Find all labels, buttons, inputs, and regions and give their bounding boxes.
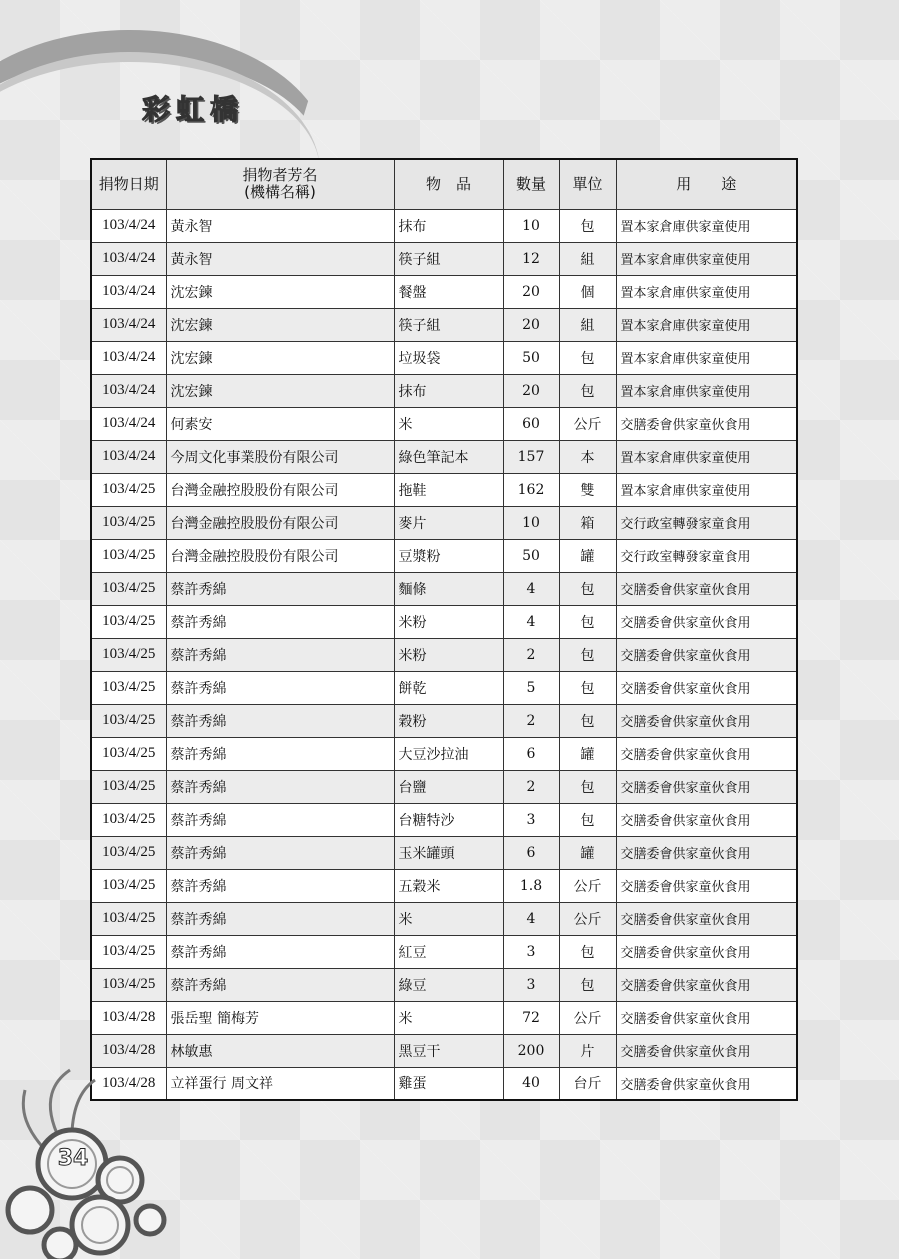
cell-use: 交膳委會供家童伙食用 [616, 605, 797, 638]
cell-item: 大豆沙拉油 [394, 737, 503, 770]
cell-date: 103/4/24 [91, 242, 166, 275]
cell-unit: 箱 [559, 506, 616, 539]
cell-donor: 台灣金融控股股份有限公司 [166, 539, 394, 572]
cell-qty: 20 [503, 275, 559, 308]
cell-date: 103/4/28 [91, 1001, 166, 1034]
cell-item: 米 [394, 902, 503, 935]
cell-donor: 蔡許秀綿 [166, 836, 394, 869]
table-row [91, 605, 797, 638]
cell-use: 置本家倉庫供家童使用 [616, 209, 797, 242]
header-donor [166, 159, 394, 209]
cell-use: 交膳委會供家童伙食用 [616, 407, 797, 440]
table-row [91, 275, 797, 308]
table-row [91, 341, 797, 374]
header-donor-line1: 捐物者芳名 [242, 166, 318, 185]
cell-qty: 10 [503, 506, 559, 539]
table-header-row [91, 159, 797, 209]
table-row [91, 1067, 797, 1100]
cell-unit: 包 [559, 638, 616, 671]
header-item: 物 品 [394, 159, 503, 209]
header-donor-line2: (機構名稱) [244, 183, 316, 202]
cell-donor: 黃永智 [166, 209, 394, 242]
cell-date: 103/4/25 [91, 704, 166, 737]
table-row [91, 968, 797, 1001]
cell-unit: 公斤 [559, 407, 616, 440]
cell-item: 麵條 [394, 572, 503, 605]
cell-item: 餅乾 [394, 671, 503, 704]
cell-date: 103/4/25 [91, 902, 166, 935]
cell-unit: 罐 [559, 737, 616, 770]
table-row [91, 935, 797, 968]
table-row [91, 638, 797, 671]
cell-use: 置本家倉庫供家童使用 [616, 374, 797, 407]
cell-date: 103/4/24 [91, 308, 166, 341]
cell-item: 雞蛋 [394, 1067, 503, 1100]
page-number: 34 [57, 1146, 89, 1171]
cell-donor: 蔡許秀綿 [166, 968, 394, 1001]
cell-donor: 蔡許秀綿 [166, 902, 394, 935]
cell-donor: 何素安 [166, 407, 394, 440]
table-row [91, 1034, 797, 1067]
cell-use: 交膳委會供家童伙食用 [616, 770, 797, 803]
cell-unit: 包 [559, 341, 616, 374]
cell-date: 103/4/25 [91, 836, 166, 869]
cell-unit: 組 [559, 242, 616, 275]
cell-use: 交膳委會供家童伙食用 [616, 902, 797, 935]
cell-donor: 張岳聖 簡梅芳 [166, 1001, 394, 1034]
cell-donor: 沈宏鍊 [166, 275, 394, 308]
cell-date: 103/4/25 [91, 506, 166, 539]
cell-qty: 4 [503, 572, 559, 605]
table-row [91, 770, 797, 803]
cell-use: 置本家倉庫供家童使用 [616, 275, 797, 308]
cell-qty: 60 [503, 407, 559, 440]
cell-qty: 2 [503, 638, 559, 671]
cell-item: 台糖特沙 [394, 803, 503, 836]
cell-date: 103/4/25 [91, 473, 166, 506]
cell-unit: 包 [559, 968, 616, 1001]
cell-use: 置本家倉庫供家童使用 [616, 341, 797, 374]
cell-use: 交膳委會供家童伙食用 [616, 1034, 797, 1067]
cell-date: 103/4/25 [91, 935, 166, 968]
table-row [91, 440, 797, 473]
table-row [91, 374, 797, 407]
cell-qty: 6 [503, 836, 559, 869]
cell-item: 抹布 [394, 209, 503, 242]
cell-item: 綠豆 [394, 968, 503, 1001]
table-row [91, 209, 797, 242]
cell-use: 交行政室轉發家童食用 [616, 506, 797, 539]
cell-item: 垃圾袋 [394, 341, 503, 374]
cell-use: 交膳委會供家童伙食用 [616, 1067, 797, 1100]
cell-qty: 50 [503, 341, 559, 374]
cell-qty: 5 [503, 671, 559, 704]
cell-qty: 3 [503, 968, 559, 1001]
cell-unit: 包 [559, 704, 616, 737]
cell-unit: 包 [559, 374, 616, 407]
cell-date: 103/4/25 [91, 671, 166, 704]
cell-date: 103/4/25 [91, 869, 166, 902]
cell-date: 103/4/24 [91, 209, 166, 242]
cell-qty: 12 [503, 242, 559, 275]
cell-item: 綠色筆記本 [394, 440, 503, 473]
table-row [91, 539, 797, 572]
cell-unit: 本 [559, 440, 616, 473]
cell-item: 筷子組 [394, 308, 503, 341]
cell-donor: 蔡許秀綿 [166, 770, 394, 803]
cell-use: 交行政室轉發家童食用 [616, 539, 797, 572]
cell-unit: 包 [559, 770, 616, 803]
cell-qty: 2 [503, 704, 559, 737]
cell-date: 103/4/25 [91, 638, 166, 671]
cell-date: 103/4/24 [91, 341, 166, 374]
table-row [91, 902, 797, 935]
donation-table [90, 158, 798, 1101]
cell-item: 麥片 [394, 506, 503, 539]
header-qty: 數量 [503, 159, 559, 209]
cell-use: 置本家倉庫供家童使用 [616, 473, 797, 506]
cell-unit: 罐 [559, 836, 616, 869]
cell-use: 交膳委會供家童伙食用 [616, 869, 797, 902]
cell-date: 103/4/25 [91, 803, 166, 836]
cell-donor: 黃永智 [166, 242, 394, 275]
cell-use: 交膳委會供家童伙食用 [616, 638, 797, 671]
cell-use: 置本家倉庫供家童使用 [616, 242, 797, 275]
cell-use: 交膳委會供家童伙食用 [616, 572, 797, 605]
cell-unit: 包 [559, 935, 616, 968]
table-row [91, 869, 797, 902]
cell-item: 台鹽 [394, 770, 503, 803]
cell-date: 103/4/25 [91, 572, 166, 605]
cell-unit: 公斤 [559, 869, 616, 902]
header-use: 用 途 [616, 159, 797, 209]
cell-date: 103/4/28 [91, 1034, 166, 1067]
cell-date: 103/4/25 [91, 770, 166, 803]
cell-date: 103/4/25 [91, 737, 166, 770]
table-row [91, 242, 797, 275]
cell-item: 拖鞋 [394, 473, 503, 506]
cell-qty: 4 [503, 902, 559, 935]
cell-donor: 蔡許秀綿 [166, 572, 394, 605]
cell-use: 置本家倉庫供家童使用 [616, 308, 797, 341]
cell-item: 筷子組 [394, 242, 503, 275]
header-date: 捐物日期 [91, 159, 166, 209]
cell-qty: 2 [503, 770, 559, 803]
cell-unit: 包 [559, 605, 616, 638]
cell-qty: 20 [503, 374, 559, 407]
cell-item: 米粉 [394, 605, 503, 638]
cell-donor: 蔡許秀綿 [166, 803, 394, 836]
table-row [91, 407, 797, 440]
cell-item: 穀粉 [394, 704, 503, 737]
cell-item: 紅豆 [394, 935, 503, 968]
cell-date: 103/4/24 [91, 374, 166, 407]
cell-unit: 個 [559, 275, 616, 308]
cell-item: 餐盤 [394, 275, 503, 308]
table-row [91, 671, 797, 704]
table-row [91, 737, 797, 770]
cell-donor: 沈宏鍊 [166, 308, 394, 341]
cell-use: 交膳委會供家童伙食用 [616, 836, 797, 869]
table-row [91, 836, 797, 869]
table-row [91, 803, 797, 836]
cell-qty: 20 [503, 308, 559, 341]
cell-item: 米粉 [394, 638, 503, 671]
cell-qty: 10 [503, 209, 559, 242]
cell-use: 交膳委會供家童伙食用 [616, 935, 797, 968]
cell-date: 103/4/24 [91, 440, 166, 473]
header-unit: 單位 [559, 159, 616, 209]
cell-unit: 包 [559, 209, 616, 242]
cell-donor: 蔡許秀綿 [166, 935, 394, 968]
cell-qty: 3 [503, 803, 559, 836]
cell-unit: 雙 [559, 473, 616, 506]
cell-donor: 蔡許秀綿 [166, 704, 394, 737]
table-row [91, 572, 797, 605]
cell-unit: 組 [559, 308, 616, 341]
cell-unit: 罐 [559, 539, 616, 572]
table-row [91, 1001, 797, 1034]
cell-donor: 今周文化事業股份有限公司 [166, 440, 394, 473]
cell-date: 103/4/25 [91, 539, 166, 572]
cell-qty: 40 [503, 1067, 559, 1100]
cell-qty: 162 [503, 473, 559, 506]
cell-date: 103/4/28 [91, 1067, 166, 1100]
cell-item: 玉米罐頭 [394, 836, 503, 869]
cell-donor: 蔡許秀綿 [166, 869, 394, 902]
cell-use: 交膳委會供家童伙食用 [616, 968, 797, 1001]
cell-item: 抹布 [394, 374, 503, 407]
cell-donor: 台灣金融控股股份有限公司 [166, 506, 394, 539]
table-row [91, 308, 797, 341]
cell-item: 豆漿粉 [394, 539, 503, 572]
cell-date: 103/4/24 [91, 275, 166, 308]
table-row [91, 704, 797, 737]
cell-use: 交膳委會供家童伙食用 [616, 737, 797, 770]
cell-unit: 包 [559, 572, 616, 605]
table-row [91, 473, 797, 506]
cell-donor: 沈宏鍊 [166, 374, 394, 407]
cell-item: 米 [394, 407, 503, 440]
cell-donor: 蔡許秀綿 [166, 671, 394, 704]
cell-unit: 公斤 [559, 902, 616, 935]
cell-use: 交膳委會供家童伙食用 [616, 803, 797, 836]
cell-qty: 200 [503, 1034, 559, 1067]
cell-date: 103/4/25 [91, 605, 166, 638]
cell-date: 103/4/25 [91, 968, 166, 1001]
cell-qty: 4 [503, 605, 559, 638]
cell-qty: 6 [503, 737, 559, 770]
cell-qty: 157 [503, 440, 559, 473]
cell-item: 五穀米 [394, 869, 503, 902]
cell-donor: 蔡許秀綿 [166, 737, 394, 770]
cell-unit: 公斤 [559, 1001, 616, 1034]
table-row [91, 506, 797, 539]
cell-unit: 台斤 [559, 1067, 616, 1100]
cell-donor: 台灣金融控股股份有限公司 [166, 473, 394, 506]
cell-donor: 林敏惠 [166, 1034, 394, 1067]
cell-qty: 72 [503, 1001, 559, 1034]
cell-unit: 片 [559, 1034, 616, 1067]
cell-qty: 1.8 [503, 869, 559, 902]
cell-item: 米 [394, 1001, 503, 1034]
cell-unit: 包 [559, 803, 616, 836]
cell-qty: 3 [503, 935, 559, 968]
cell-donor: 立祥蛋行 周文祥 [166, 1067, 394, 1100]
section-title: 彩虹橋 [142, 93, 245, 126]
cell-donor: 蔡許秀綿 [166, 605, 394, 638]
cell-qty: 50 [503, 539, 559, 572]
cell-donor: 蔡許秀綿 [166, 638, 394, 671]
cell-unit: 包 [559, 671, 616, 704]
cell-use: 交膳委會供家童伙食用 [616, 1001, 797, 1034]
cell-use: 交膳委會供家童伙食用 [616, 671, 797, 704]
cell-use: 交膳委會供家童伙食用 [616, 704, 797, 737]
cell-item: 黑豆干 [394, 1034, 503, 1067]
cell-donor: 沈宏鍊 [166, 341, 394, 374]
cell-date: 103/4/24 [91, 407, 166, 440]
cell-use: 置本家倉庫供家童使用 [616, 440, 797, 473]
